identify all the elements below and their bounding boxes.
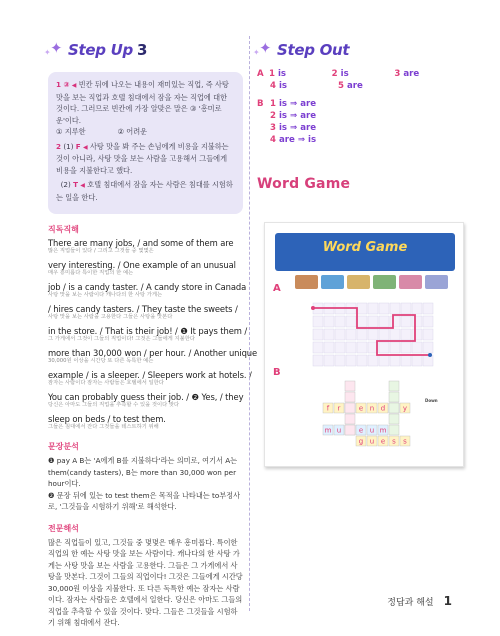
maze-cell [412, 342, 422, 353]
translation-korean-gloss: 그들은 침대에서 잔다 그것들을 테스트하기 위해 [48, 424, 159, 430]
question-1: 1 ③ ◀ 빈칸 뒤에 나오는 내용이 재미있는 직업, 즉 사탕 맛을 보는 직업과 호텔 침대에서 잠을 자는 직업에 대한 것이다. 그러므로 빈칸에 가장 알맞은 말은 ③ '흥미로운'이다. ① 지루한 ② 어려운 [56, 80, 229, 136]
translation-korean-gloss: 당신은 아마도 그들의 직업을 추측할 수 있을 것이다 맞다 [48, 402, 180, 408]
word-puzzle-graphic [265, 223, 465, 468]
maze-cell [423, 329, 433, 340]
maze-cell [401, 303, 411, 314]
maze-cell [346, 316, 356, 327]
translation-english-line: There are many jobs, / and some of them are [48, 238, 234, 248]
maze-cell [423, 316, 433, 327]
maze-cell [423, 355, 433, 366]
grammar-point-2: ❷ 문장 뒤에 있는 to test them은 목적을 나타내는 to부정사로, '그것들을 시험하기 위해'로 해석한다. [48, 490, 241, 511]
crossword-cell [389, 392, 399, 402]
maze-cell [401, 355, 411, 366]
answer-row: A 1 is 2 is 3 are [257, 69, 420, 79]
crossword-letter: u [369, 437, 375, 446]
right-column [253, 38, 457, 192]
crossword-letter: u [369, 426, 375, 435]
translation-korean-gloss: 많은 직업들이 있다 / 그리고 그것들 중 몇몇은 [48, 248, 154, 254]
crossword-letter: n [369, 404, 375, 413]
crossword-letter: f [326, 404, 330, 413]
maze-cell [368, 355, 378, 366]
crossword-letter: e [380, 437, 386, 446]
question-2-part-2: (2) T ◀ 호텔 침대에서 잠을 자는 사람은 침대를 시험하는 일을 한다. [56, 180, 233, 202]
step-up-header [44, 38, 243, 62]
step-out-title: Step Out [277, 41, 350, 59]
translation-heading: 직독직해 [48, 225, 79, 234]
translation-korean-gloss: 30,000원 이상을 시간당 또 다른 독특한 예는 [48, 358, 154, 364]
play-arrow-icon: ◀ [71, 82, 77, 89]
crossword-letter: m [324, 426, 332, 435]
translation-english-line: example / is a sleeper. / Sleepers work at hotels. / [48, 370, 252, 380]
question-2-part-1: 2 (1) F ◀ 사탕 맛을 봐 주는 손님에게 비용을 지불하는 것이 아니라, 사탕 맛을 보는 사람을 고용해서 그들에게 비용을 지불한다고 했다. [56, 141, 229, 175]
maze-cell [324, 355, 334, 366]
step-out-b-answers [257, 98, 457, 146]
maze-cell [357, 329, 367, 340]
crossword-letter: d [380, 404, 386, 413]
maze-cell [346, 355, 356, 366]
maze-cell [357, 355, 367, 366]
crossword-letter: m [379, 426, 387, 435]
maze-cell [379, 303, 389, 314]
full-translation-text: 많은 직업들이 있고, 그것들 중 몇몇은 매우 흥미롭다. 특이한 직업의 한 예는 사탕 맛을 보는 사람이다. 캐나다의 한 사탕 가게는 사탕 맛을 보는 사람을 고용한다. 그들은 그 가게에서 사탕을 맛본다. 그것이 그들의 직업이다! 그것은 그들에게 시간당 30,000원 이상을 지불한다. 또 다른 독특한 예는 잠자는 사람이다. 잠자는 사람들은 호텔에서 일한다. 당신은 아마도 그들의 직업을 추측할 수 있을 것이다. 맞다. 그들은 그것들을 시험하기 위해 침대에서 잔다. [48, 537, 243, 627]
maze-cell [379, 316, 389, 327]
translation-korean-gloss: 매우 흥미롭다 특이한 직업의 한 예는 [48, 270, 134, 276]
maze-cell [313, 316, 323, 327]
maze-cell [412, 329, 422, 340]
answer-row: 4 is 5 are [270, 81, 363, 91]
translation-lines [48, 238, 258, 431]
maze-cell [368, 329, 378, 340]
maze-cell [368, 316, 378, 327]
crossword-letter: y [402, 404, 408, 413]
translation-english-line: very interesting. / One example of an unusual [48, 260, 236, 270]
maze-cell [412, 316, 422, 327]
maze-cell [313, 329, 323, 340]
part-a-label: A [273, 283, 281, 294]
maze-cell [324, 342, 334, 353]
maze-cell [390, 329, 400, 340]
maze-cell [313, 355, 323, 366]
translation-korean-gloss: 잠자는 사람이다 잠자는 사람들은 호텔에서 일한다 [48, 380, 164, 386]
step-out-header [253, 38, 457, 62]
down-heading: Down [425, 398, 438, 403]
maze-cell [379, 342, 389, 353]
maze-cell [324, 316, 334, 327]
translation-korean-gloss: 사탕 맛을 보는 사람이다 캐나다의 한 사탕 가게는 [48, 292, 163, 298]
maze-cell [357, 316, 367, 327]
translation-english-line: sleep on beds / to test them. [48, 414, 166, 424]
translation-english-line: job / is a candy taster. / A candy store in Canada [48, 282, 247, 292]
maze-cell [412, 355, 422, 366]
answer-row: 2 is ⇒ are [270, 111, 317, 121]
maze-cell [357, 303, 367, 314]
crossword-letter: r [337, 404, 341, 413]
maze-cell [357, 342, 367, 353]
answer-row: 4 are ⇒ is [270, 135, 317, 145]
maze-cell [313, 342, 323, 353]
word-game-banner: Word Game [275, 233, 455, 271]
maze-cell [423, 342, 433, 353]
grammar-point-1: ❶ pay A B는 'A에게 B를 지불하다'라는 의미로, 여기서 A는 them(candy tasters), B는 more than 30,000 won per hour이다. [48, 456, 238, 488]
maze-cell [401, 316, 411, 327]
maze-cell [390, 355, 400, 366]
crossword-letter: g [358, 437, 364, 446]
crossword-letter: s [392, 437, 396, 446]
step-up-answer-box [48, 72, 243, 214]
maze-cell [390, 303, 400, 314]
page-footer [387, 594, 452, 608]
step-out-a-answers [257, 68, 457, 92]
step-up-title: Step Up 3 [68, 41, 148, 59]
word-game-title: Word Game [257, 176, 351, 192]
crossword-letter: u [336, 426, 342, 435]
maze-cell [390, 316, 400, 327]
translation-english-line: / hires candy tasters. / They taste the sweets / [48, 304, 238, 314]
maze-cell [423, 303, 433, 314]
maze-cell [335, 355, 345, 366]
word-game-page-image [264, 222, 464, 467]
maze-cell [390, 342, 400, 353]
maze-cell [401, 342, 411, 353]
maze-cell [379, 355, 389, 366]
crossword-letter: e [358, 426, 364, 435]
play-arrow-icon: ◀ [83, 143, 88, 151]
crossword-cell [345, 403, 355, 413]
answer-row: B 1 is ⇒ are [257, 99, 317, 109]
maze-cell [335, 342, 345, 353]
maze-cell [335, 316, 345, 327]
grammar-heading: 문장분석 [48, 442, 79, 451]
maze-cell [346, 329, 356, 340]
full-translation-heading: 전문해석 [48, 523, 79, 533]
crossword-cell [345, 392, 355, 402]
crossword-cell [389, 414, 399, 424]
crossword-cell [389, 425, 399, 435]
translation-english-line: more than 30,000 won / per hour. / Another unique [48, 348, 258, 358]
translation-korean-gloss: 사탕 맛을 보는 사람을 고용한다 그들은 사탕을 맛본다 [48, 314, 173, 320]
play-arrow-icon: ◀ [80, 182, 85, 189]
crossword-cell [345, 414, 355, 424]
translation-english-line: You can probably guess their job. / ❷ Yes, / they [48, 392, 244, 402]
footer-label: 정답과 해설 [387, 597, 434, 608]
translation-korean-gloss: 그 가게에서 그것이 그들의 직업이다! 그것은 그들에게 지불한다 [48, 336, 195, 342]
maze-cell [401, 329, 411, 340]
maze-cell [368, 303, 378, 314]
part-b-label: B [273, 367, 281, 378]
column-divider [249, 36, 250, 611]
page-number: 1 [443, 594, 452, 608]
answer-row: 3 is ⇒ are [270, 123, 317, 133]
crossword-cell [345, 381, 355, 391]
maze-cell [324, 329, 334, 340]
crossword-cell [345, 425, 355, 435]
crossword-cell [389, 403, 399, 413]
crossword-cell [389, 381, 399, 391]
sparkle-icon: ✦ ✦ [44, 39, 63, 57]
translation-english-line: in the store. / That is their job! / ❶ It pays them / [48, 326, 248, 336]
maze-cell [412, 303, 422, 314]
maze-cell [379, 329, 389, 340]
maze-cell [335, 329, 345, 340]
left-column [44, 38, 258, 629]
sparkle-icon: ✦ ✦ [253, 39, 272, 57]
maze-cell [346, 342, 356, 353]
crossword-letter: e [358, 404, 364, 413]
crossword-letter: s [403, 437, 407, 446]
